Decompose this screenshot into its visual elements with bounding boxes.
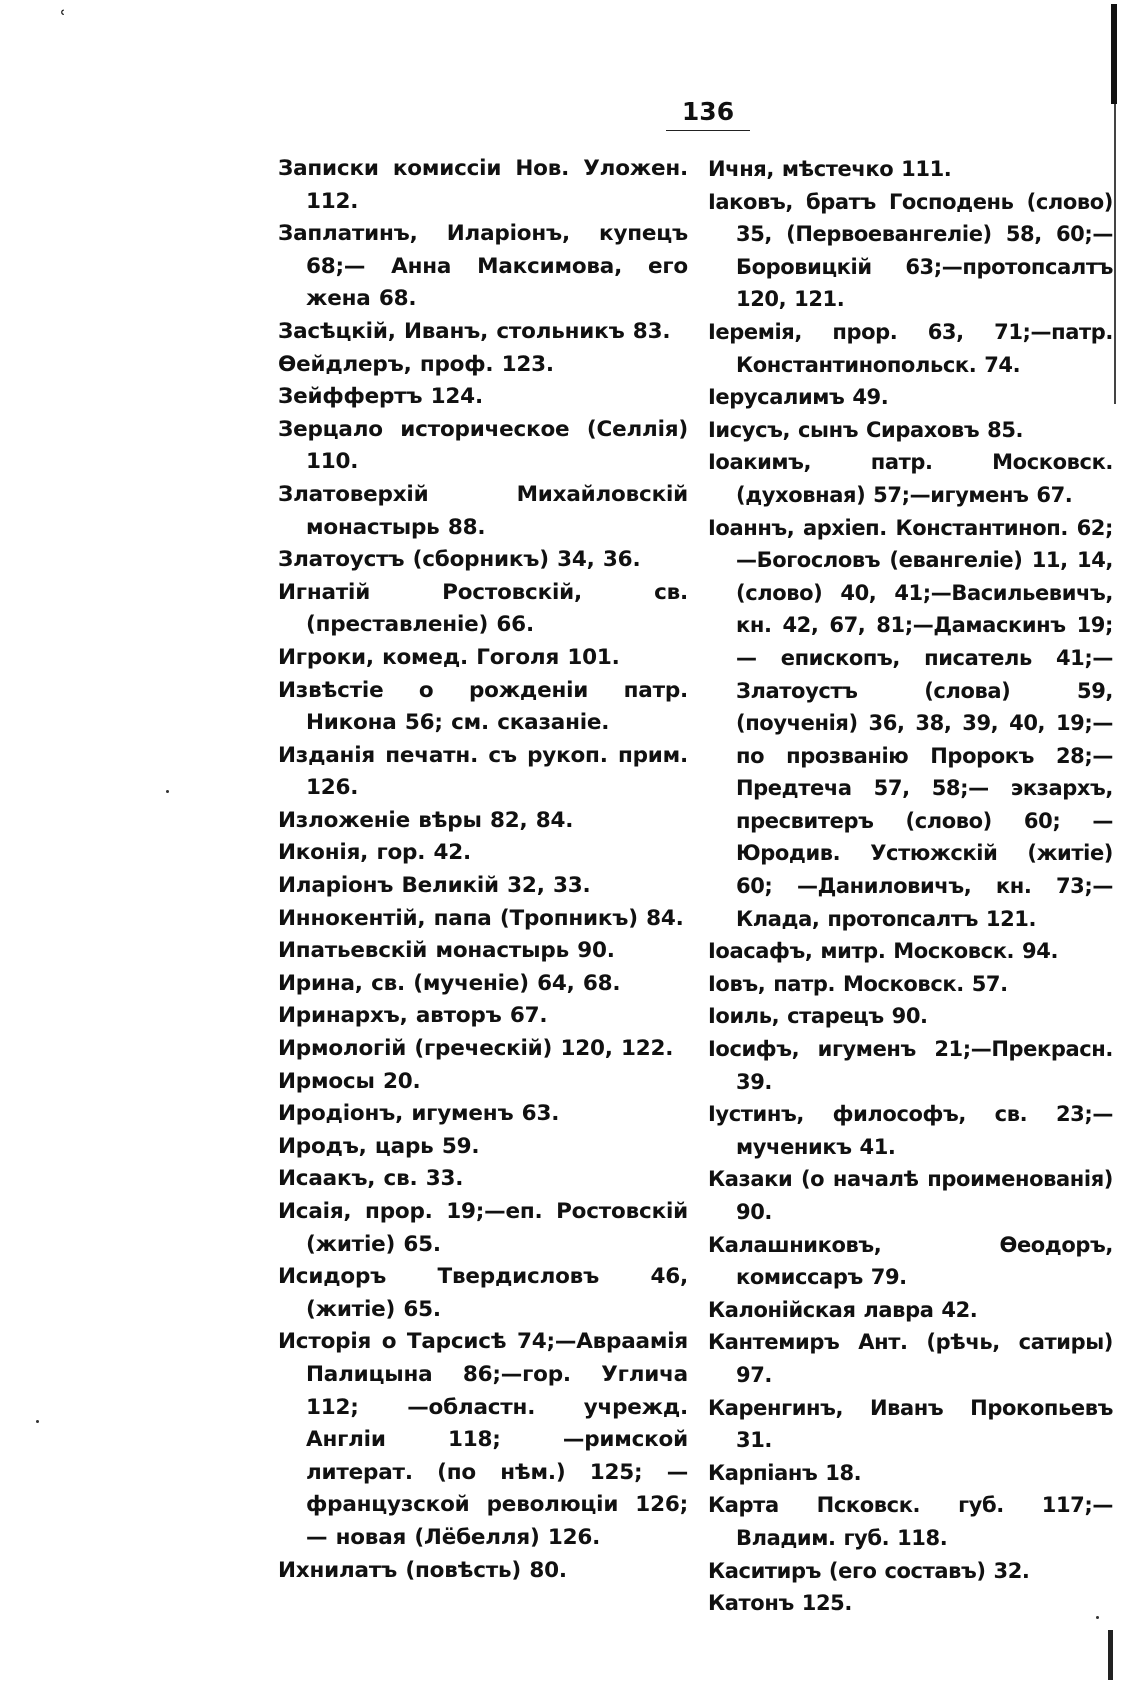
- index-entry: Зерцало историческое (Селлія) 110.: [278, 416, 688, 475]
- index-entry: Катонъ 125.: [708, 1591, 852, 1616]
- index-entry: Ирина, св. (мученіе) 64, 68.: [278, 970, 621, 996]
- index-entry: Ирмосы 20.: [278, 1068, 421, 1094]
- index-entry: Златоверхій Михайловскій монастырь 88.: [278, 481, 688, 540]
- index-entry: Златоустъ (сборникъ) 34, 36.: [278, 547, 641, 573]
- index-entry: Іеремія, прор. 63, 71;—патр. Константинопольск. 74.: [708, 319, 1113, 377]
- corner-mark: ʿ: [60, 6, 67, 30]
- page-number: 136: [681, 97, 735, 126]
- index-entry: Казаки (о началѣ проименованія) 90.: [708, 1167, 1113, 1224]
- index-entry: Іустинъ, философъ, св. 23;—мученикъ 41.: [708, 1102, 1113, 1159]
- index-entry: Записки комиссіи Нов. Уложен. 112.: [278, 156, 688, 214]
- page-number-rule: [666, 130, 750, 131]
- index-entry: Изданія печатн. съ рукоп. прим. 126.: [278, 742, 688, 801]
- speck: [166, 790, 169, 793]
- index-entry: Исидоръ Твердисловъ 46, (житіе) 65.: [278, 1264, 688, 1322]
- index-entry: Ихнилатъ (повѣсть) 80.: [278, 1557, 567, 1583]
- index-entry: Игнатій Ростовскій, св. (преставленіе) 66.: [278, 579, 688, 638]
- index-entry: Иринархъ, авторъ 67.: [278, 1003, 548, 1029]
- index-entry: Иродъ, царь 59.: [278, 1133, 480, 1159]
- index-entry: Каренгинъ, Иванъ Прокопьевъ 31.: [708, 1395, 1113, 1453]
- index-entry: Изложеніе вѣры 82, 84.: [278, 807, 574, 833]
- index-entry: Ичня, мѣстечко 111.: [708, 157, 952, 181]
- speck: [36, 1420, 39, 1423]
- index-entry: Извѣстіе о рожденіи патр. Никона 56; см. сказаніе.: [278, 677, 688, 736]
- index-entry: Іосифъ, игуменъ 21;—Прекрасн. 39.: [708, 1037, 1113, 1094]
- index-entry: Заплатинъ, Иларіонъ, купецъ 68;— Анна Максимова, его жена 68.: [278, 221, 688, 312]
- bottom-edge-mark: [1108, 1630, 1113, 1680]
- index-entry: Ирмологій (греческій) 120, 122.: [278, 1036, 674, 1062]
- index-entry: Засѣцкій, Иванъ, стольникъ 83.: [278, 318, 671, 344]
- index-entry: Исторія о Тарсисѣ 74;—Авраамія Палицына 86;—гор. Углича 112; —областн. учрежд. Англіи 118; —римской литерат. (по нѣм.) 125; —французской революціи 126;— новая (Лёбелля) 126.: [278, 1329, 688, 1550]
- binding-edge-mark: [1111, 4, 1117, 104]
- index-entry: Іисусъ, сынъ Сираховъ 85.: [708, 417, 1024, 442]
- index-entry: Исаакъ, св. 33.: [278, 1166, 464, 1192]
- index-entry: Калонійская лавра 42.: [708, 1297, 978, 1322]
- index-entry: Исаія, прор. 19;—еп. Ростовскій (житіе) 65.: [278, 1199, 688, 1257]
- index-entry: Калашниковъ, Ѳеодоръ, комиссаръ 79.: [708, 1232, 1113, 1290]
- index-entry: Іаковъ, братъ Господень (слово) 35, (Первоевангеліе) 58, 60;—Боровицкій 63;—протопсалтъ 120, 121.: [708, 189, 1113, 312]
- binding-edge-line: [1114, 104, 1116, 404]
- index-column-right: [708, 153, 1113, 1620]
- index-entry: Зейффертъ 124.: [278, 384, 483, 410]
- index-entry: Иконія, гор. 42.: [278, 840, 471, 866]
- index-entry: Ипатьевскій монастырь 90.: [278, 938, 615, 964]
- index-entry: Іовъ, патр. Московск. 57.: [708, 971, 1008, 996]
- index-entry: Иродіонъ, игуменъ 63.: [278, 1101, 560, 1127]
- index-entry: Иннокентій, папа (Тропникъ) 84.: [278, 905, 684, 931]
- index-entry: Карпіанъ 18.: [708, 1460, 862, 1485]
- index-entry: Іоаннъ, архіеп. Константиноп. 62; —Богословъ (евангеліе) 11, 14, (слово) 40, 41;—Васильевичъ, кн. 42, 67, 81;—Дамаскинъ 19;— епископъ, писатель 41;—Златоустъ (слова) 59, (поученія) 36, 38, 39, 40, 19;—по прозванію Пророкъ 28;—Предтеча 57, 58;— экзархъ, пресвитеръ (слово) 60; —Юродив. Устюжскій (житіе) 60; —Даниловичъ, кн. 73;—Клада, протопсалтъ 121.: [708, 515, 1113, 931]
- index-entry: Іоиль, старецъ 90.: [708, 1004, 928, 1029]
- index-entry: Иларіонъ Великій 32, 33.: [278, 873, 591, 899]
- index-entry: Каситиръ (его составъ) 32.: [708, 1558, 1030, 1583]
- index-entry: Ѳейдлеръ, проф. 123.: [278, 351, 554, 377]
- index-entry: Кантемиръ Ант. (рѣчь, сатиры) 97.: [708, 1330, 1113, 1387]
- index-column-left: [278, 153, 688, 1587]
- index-entry: Іерусалимъ 49.: [708, 385, 889, 410]
- index-entry: Іоасафъ, митр. Московск. 94.: [708, 939, 1059, 964]
- index-entry: Карта Псковск. губ. 117;—Владим. губ. 118.: [708, 1493, 1113, 1550]
- index-entry: Игроки, комед. Гоголя 101.: [278, 644, 620, 670]
- index-entry: Іоакимъ, патр. Московск. (духовная) 57;—игуменъ 67.: [708, 450, 1113, 507]
